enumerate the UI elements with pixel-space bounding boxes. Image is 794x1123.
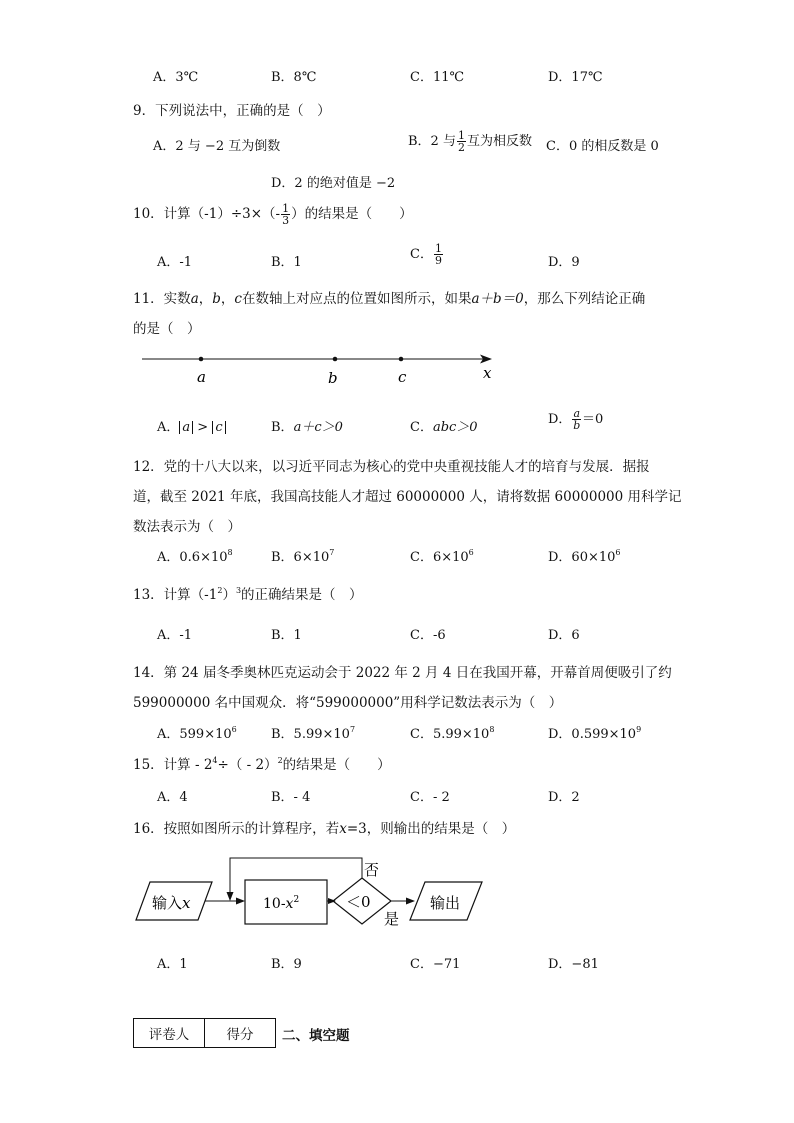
q10-option-c-fraction: [434, 243, 443, 266]
flow-input-label: 输入x: [152, 894, 191, 912]
q16-stem-pre: 16．按照如图所示的计算程序，若: [133, 821, 340, 837]
fraction-denominator: 3: [282, 214, 290, 227]
q16-option-d: D．−81: [548, 957, 599, 972]
score-cell: 得分: [205, 1019, 276, 1048]
q10-option-c-pre: C．: [410, 247, 433, 262]
q13-stem: [133, 583, 363, 603]
flow-loop-line: [230, 858, 362, 894]
option-expression: a＋c＞0: [293, 420, 343, 435]
q13-option-c: C．-6: [410, 628, 446, 643]
q16-option-a: A．1: [157, 957, 188, 972]
q15-stem: [133, 753, 391, 773]
fraction-denominator: 2: [457, 141, 465, 154]
q16-option-c: C．−71: [410, 957, 461, 972]
section-title: 二、填空题: [282, 1028, 350, 1044]
q10-option-d: D．9: [548, 255, 580, 270]
q9-option-b: [408, 130, 532, 153]
q12-stem-line3: 数法表示为（ ）: [133, 519, 241, 535]
q16-stem-post: =3，则输出的结果是（ ）: [346, 821, 516, 837]
flow-yes-label: 是: [384, 910, 400, 928]
q11-stem-line2: 的是（ ）: [133, 321, 201, 337]
exponent: 8: [227, 548, 233, 557]
q14-option-c: [410, 723, 494, 742]
fraction-numerator: 1: [457, 129, 465, 142]
fraction-denominator: 9: [434, 254, 442, 267]
q12-option-c: [410, 546, 474, 565]
q13-stem-mid: ）: [222, 587, 236, 603]
var-a: a: [190, 291, 199, 307]
greater-than: >: [193, 420, 213, 435]
separator: ，: [198, 291, 213, 307]
q9-option-b-post: 互为相反数: [466, 134, 532, 149]
label-x: x: [483, 364, 492, 382]
option-text: C．6×10: [410, 550, 469, 565]
option-text: C．5.99×10: [410, 727, 490, 742]
q9-option-d: D．2 的绝对值是 −2: [271, 176, 396, 191]
option-expression: abc＞0: [432, 420, 478, 435]
q10-option-a: A．-1: [157, 255, 193, 270]
q15-stem-mid: ÷（ - 2）: [217, 757, 278, 773]
q13-option-b: B．1: [271, 628, 302, 643]
q14-option-d: [548, 723, 641, 742]
q8-option-d: D．17℃: [548, 70, 603, 85]
label-b: b: [328, 369, 338, 387]
q8-option-b: B．8℃: [271, 70, 317, 85]
option-prefix: C．: [410, 420, 433, 435]
exponent: 6: [231, 725, 237, 734]
q11-option-a: [157, 416, 226, 435]
q13-stem-pre: 13．计算（-1: [133, 587, 218, 603]
q12-option-d: [548, 546, 621, 565]
abs-value-a: a: [179, 421, 193, 434]
option-prefix: B．: [271, 420, 294, 435]
q11-option-b: [271, 416, 343, 435]
q16-option-b: B．9: [271, 957, 302, 972]
number-line-figure: [140, 345, 500, 387]
q14-option-b: [271, 723, 355, 742]
option-text: A．0.6×10: [157, 550, 228, 565]
q15-stem-pre: 15．计算 - 2: [133, 757, 213, 773]
q14-stem-line2: 599000000 名中国观众．将“599000000”用科学记数法表示为（ ）: [133, 695, 563, 711]
q12-stem-line1: 12．党的十八大以来，以习近平同志为核心的党中央重视技能人才的培育与发展．据报: [133, 459, 650, 475]
var-b: b: [212, 291, 221, 307]
q11-option-d: [548, 408, 603, 431]
q8-option-a: A．3℃: [153, 70, 199, 85]
q10-stem-fraction: [281, 203, 290, 226]
q11-stem-post: ，那么下列结论正确: [523, 291, 646, 307]
q15-stem-post: 的结果是（ ）: [282, 757, 391, 773]
q15-option-c: C．- 2: [410, 790, 450, 805]
option-text: D．60×10: [548, 550, 616, 565]
option-text: A．599×10: [157, 727, 232, 742]
q11-option-c: [410, 416, 478, 435]
q10-option-c: [410, 243, 444, 266]
separator: ，: [220, 291, 235, 307]
q11-stem-line1: [133, 287, 645, 307]
option-text: B．5.99×10: [271, 727, 350, 742]
q11-stem-pre: 11．实数: [133, 291, 191, 307]
q14-option-a: [157, 723, 237, 742]
q11-stem-mid: 在数轴上对应点的位置如图所示，如果: [241, 291, 472, 307]
q10-option-b: B．1: [271, 255, 302, 270]
q15-option-a: A．4: [157, 790, 188, 805]
arrow-head-icon: [227, 892, 234, 901]
q9-stem: 9．下列说法中，正确的是（ ）: [133, 103, 331, 119]
abs-value-c: c: [212, 421, 225, 434]
q12-option-b: [271, 546, 334, 565]
q8-option-c: C．11℃: [410, 70, 465, 85]
flow-process-label: $10-x^2$: [263, 895, 300, 912]
option-prefix: A．: [157, 420, 180, 435]
flowchart-figure: [130, 848, 500, 938]
option-expression: ＝0: [582, 412, 604, 427]
q15-option-b: B．- 4: [271, 790, 311, 805]
exponent: 8: [489, 725, 495, 734]
q11-option-d-fraction: [572, 408, 581, 431]
q9-option-a: A．2 与 −2 互为倒数: [153, 139, 281, 154]
flow-no-label: 否: [364, 861, 380, 879]
q16-stem: [133, 817, 515, 837]
fraction-numerator: 1: [282, 202, 290, 215]
exponent: 7: [349, 725, 356, 734]
q9-option-b-fraction: [457, 130, 466, 153]
arrow-head-icon: [406, 898, 415, 905]
point-a: [199, 357, 204, 362]
q9-option-c: C．0 的相反数是 0: [546, 139, 659, 154]
fraction-denominator: b: [573, 419, 581, 432]
q15-option-d: D．2: [548, 790, 580, 805]
fraction-numerator: 1: [434, 242, 442, 255]
exponent: 7: [329, 548, 335, 557]
var-c: c: [234, 291, 242, 307]
arrow-head-icon: [236, 898, 245, 905]
var-x: x: [339, 821, 347, 837]
flow-output-label: 输出: [430, 894, 461, 912]
exponent: 2: [217, 586, 223, 595]
point-c: [399, 357, 404, 362]
q13-option-a: A．-1: [157, 628, 193, 643]
option-text: B．6×10: [271, 550, 330, 565]
exponent: 9: [636, 725, 642, 734]
q9-option-b-pre: B．2 与: [408, 134, 456, 149]
grader-score-table: [133, 1018, 276, 1048]
exponent: 4: [212, 756, 218, 765]
exponent: 2: [277, 756, 283, 765]
q10-stem-post: ）的结果是（ ）: [291, 206, 413, 222]
exponent: 6: [615, 548, 621, 557]
q11-condition: a＋b＝0: [471, 291, 524, 307]
q14-stem-line1: 14．第 24 届冬季奥林匹克运动会于 2022 年 2 月 4 日在我国开幕，开幕首周便吸引了约: [133, 665, 672, 681]
option-prefix: D．: [548, 412, 572, 427]
point-b: [333, 357, 338, 362]
q12-option-a: [157, 546, 233, 565]
option-text: D．0.599×10: [548, 727, 637, 742]
label-a: a: [197, 368, 206, 386]
exponent: 6: [468, 548, 474, 557]
q13-option-d: D．6: [548, 628, 580, 643]
fraction-numerator: a: [573, 407, 580, 420]
q10-stem: [133, 202, 413, 226]
q10-stem-pre: 10．计算（-1）÷3×（-: [133, 206, 281, 222]
q13-stem-post: 的正确结果是（ ）: [241, 587, 363, 603]
exponent: 3: [235, 586, 242, 595]
q12-stem-line2: 道，截至 2021 年底，我国高技能人才超过 60000000 人，请将数据 60000000 用科学记: [133, 489, 682, 505]
label-c: c: [398, 368, 407, 386]
flow-decision-label: ＜0: [346, 893, 371, 911]
grader-cell: 评卷人: [134, 1019, 205, 1048]
